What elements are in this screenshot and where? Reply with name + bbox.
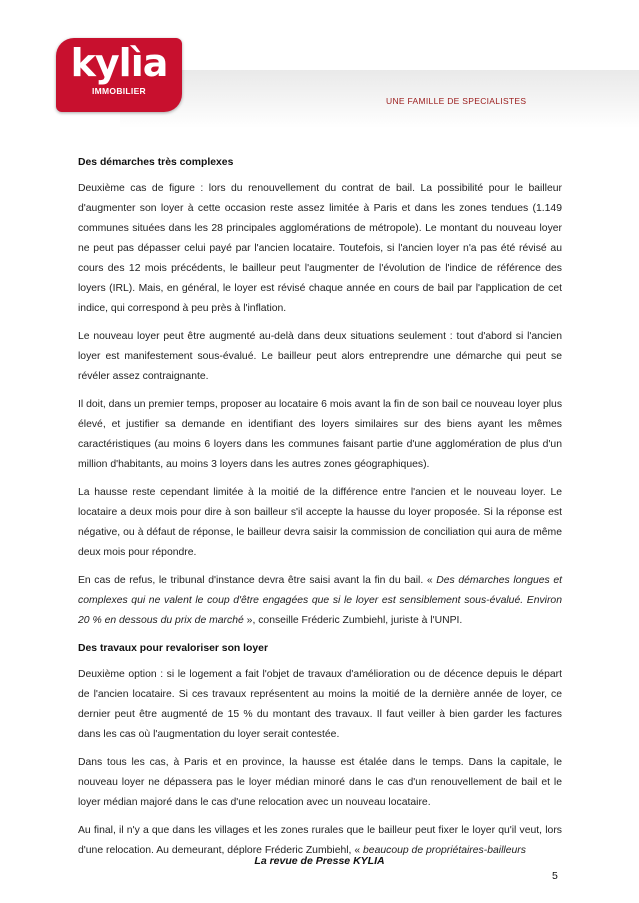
logo-wordmark: kylìa [70, 41, 168, 85]
quote-text: beaucoup de propriétaires-bailleurs [363, 845, 526, 856]
kylia-logo [56, 38, 182, 112]
page-header [0, 0, 639, 130]
section-heading: Des travaux pour revaloriser son loyer [78, 643, 268, 654]
section-heading: Des démarches très complexes [78, 157, 234, 168]
header-tagline: UNE FAMILLE DE SPECIALISTES [386, 96, 527, 106]
paragraph: Le nouveau loyer peut être augmenté au-delà dans deux situations seulement : tout d'abord si l'ancien loyer est manifestement sous-évalué. Le bailleur peut alors entreprendre une démarche qui peut se révéler assez contraignante. [78, 331, 562, 382]
footer-title: La revue de Presse KYLIA [254, 855, 385, 867]
article-body [78, 153, 562, 869]
paragraph: La hausse reste cependant limitée à la moitié de la différence entre l'ancien et le nouveau loyer. Le locataire a deux mois pour dire à son bailleur s'il accepte la hausse du loyer proposée. Si la réponse est négative, ou à défaut de réponse, le bailleur devra saisir la commission de conciliation qui aura de même deux mois pour répondre. [78, 487, 562, 558]
paragraph: Il doit, dans un premier temps, proposer au locataire 6 mois avant la fin de son bail ce nouveau loyer plus élevé, et justifier sa demande en identifiant des loyers similaires sur des biens ayant les mêmes caractéristiques (au moins 6 loyers dans les communes faisant partie d'une agglomération de plus d'un million d'habitants, au moins 3 loyers dans les autres zones géographiques). [78, 399, 563, 470]
paragraph: Dans tous les cas, à Paris et en province, la hausse est étalée dans le temps. Dans la capitale, le nouveau loyer ne dépassera pas le loyer médian minoré dans le cas d'un renouvellement de bail et le loyer médian majoré dans le cas d'une relocation avec un nouveau locataire. [78, 757, 562, 808]
paragraph [78, 571, 562, 631]
page-number: 5 [552, 870, 558, 882]
text-run: En cas de refus, le tribunal d'instance devra être saisi avant la fin du bail. « [78, 575, 437, 586]
text-run: », conseille Fréderic Zumbiehl, juriste à l'UNPI. [243, 615, 463, 626]
paragraph: Deuxième cas de figure : lors du renouvellement du contrat de bail. La possibilité pour le bailleur d'augmenter son loyer à cette occasion reste assez limitée à Paris et dans les zones tendues (1.149 communes situées dans les 28 principales agglomérations de métropole). Le montant du nouveau loyer ne peut pas dépasser celui payé par l'ancien locataire. Toutefois, si l'ancien loyer n'a pas été révisé au cours des 12 mois précédents, le bailleur peut l'augmenter de l'évolution de l'indice de référence des loyers (IRL). Mais, en général, le loyer est révisé chaque année en cours de bail par l'application de cet indice, qui correspond à peu près à l'inflation. [78, 183, 562, 314]
header-band [120, 70, 639, 128]
paragraph: Deuxième option : si le logement a fait l'objet de travaux d'amélioration ou de décence depuis le départ de l'ancien locataire. Si ces travaux représentent au moins la moitié de la dernière année de loyer, ce dernier peut être augmenté de 15 % du montant des travaux. Il faut veiller à bien garder les factures dans les cas où l'augmentation du loyer serait contestée. [78, 669, 562, 740]
quote-text: Des démarches longues et complexes qui ne valent le coup d'être engagées que si le loyer est sensiblement sous-évalué. Environ 20 % en dessous du prix de marché [78, 575, 562, 626]
logo-subtitle: IMMOBILIER [92, 86, 146, 96]
text-run: Au final, il n'y a que dans les villages et les zones rurales que le bailleur peut fixer le loyer qu'il veut, lors d'une relocation. Au demeurant, déplore Fréderic Zumbiehl, « [78, 825, 562, 856]
